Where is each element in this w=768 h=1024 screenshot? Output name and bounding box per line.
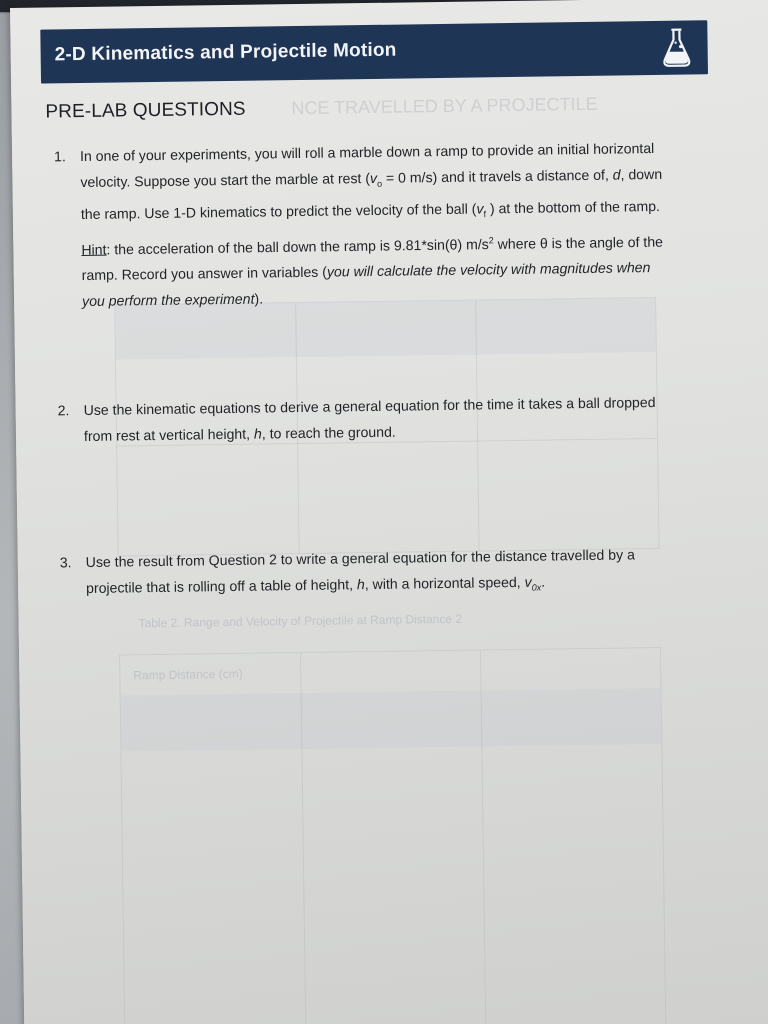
question-line: ramp. Record you answer in variables (you will calculate the velocity with magnitudes when (81, 259, 651, 284)
question-line: from rest at vertical height, h, to reach the ground. (83, 423, 396, 445)
question-line: the ramp. Use 1-D kinematics to predict the velocity of the ball ($v_f$ ) at the bottom of the ramp. (80, 197, 660, 222)
worksheet-page (10, 0, 768, 1024)
question-line: velocity. Suppose you start the marble at rest ($v_o = 0$ m/s) and it travels a distance of, d, down (80, 165, 663, 191)
question-text (86, 541, 636, 606)
question-line: Use the kinematic equations to derive a general equation for the time it takes a ball dropped (83, 394, 656, 419)
question-line: Hint: the acceleration of the ball down the ramp is 9.81*sin(θ) $m/s^2$ where θ is the angle of the (81, 233, 664, 258)
title-banner (40, 20, 708, 83)
question-line: Use the result from Question 2 to write a general equation for the distance travelled by a (85, 546, 635, 570)
bleed-through-heading: NCE TRAVELLED BY A PROJECTILE (291, 93, 598, 119)
flask-icon (659, 25, 694, 69)
question-number: 2. (57, 402, 70, 419)
bleed-through-table-2 (119, 647, 666, 1024)
bleed-through-table-caption: Table 2. Range and Velocity of Projectile at Ramp Distance 2 (138, 611, 463, 631)
question-line: projectile that is rolling off a table of height, h, with a horizontal speed, $v_{0x}$. (85, 573, 546, 596)
question-line: you perform the experiment). (81, 290, 264, 310)
question-number: 1. (53, 148, 66, 165)
question-text (83, 389, 656, 449)
page-title: 2-D Kinematics and Projectile Motion (54, 39, 397, 66)
section-title: PRE-LAB QUESTIONS (45, 98, 246, 123)
question-number: 3. (59, 554, 72, 571)
bleed-through-table-header: Ramp Distance (cm) (133, 666, 243, 683)
question-line: In one of your experiments, you will roll a marble down a ramp to provide an initial horizontal (79, 140, 655, 165)
question-text (80, 135, 664, 314)
